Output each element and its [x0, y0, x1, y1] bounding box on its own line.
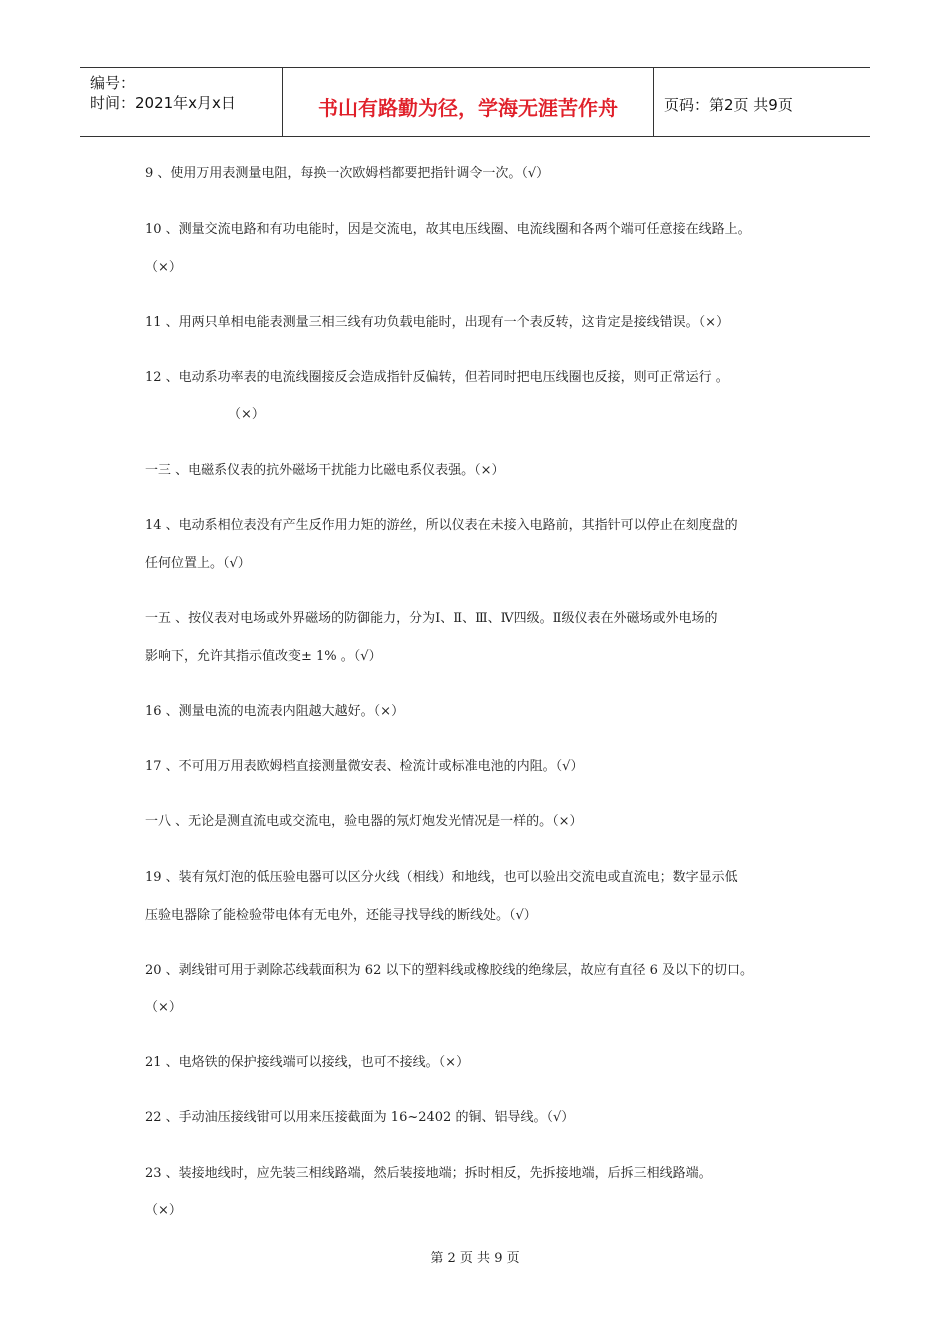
question-line: 21 、电烙铁的保护接线端可以接线，也可不接线。（×） — [145, 1055, 470, 1070]
question-line: 9 、使用万用表测量电阻，每换一次欧姆档都要把指针调令一次。（√） — [145, 166, 550, 181]
header-page-info: 页码：第2页 共9页 — [664, 96, 793, 114]
header-motto-cell — [283, 68, 654, 136]
number-label: 编号： — [90, 74, 136, 92]
question-line: 压验电器除了能检验带电体有无电外，还能寻找导线的断线处。（√） — [145, 908, 537, 923]
question-10-cont — [145, 256, 825, 275]
question-line: 影响下，允许其指示值改变± 1% 。（√） — [145, 649, 382, 664]
question-line: 一五 、按仪表对电场或外界磁场的防御能力，分为Ⅰ、Ⅱ、Ⅲ、Ⅳ四级。Ⅱ级仪表在外磁场或外电场的 — [145, 611, 718, 626]
question-19 — [145, 866, 825, 885]
question-14-cont — [145, 552, 825, 571]
question-line: 12 、电动系功率表的电流线圈接反会造成指针反偏转，但若同时把电压线圈也反接，则可正常运行 。 — [145, 370, 729, 385]
header-meta-cell — [80, 68, 283, 136]
question-17 — [145, 755, 825, 774]
question-22 — [145, 1106, 825, 1125]
question-line: 20 、剥线钳可用于剥除芯线载面积为 62 以下的塑料线或橡胶线的绝缘层，故应有直径 6 及以下的切口。 — [145, 963, 754, 978]
question-18 — [145, 810, 825, 829]
question-19-cont — [145, 904, 825, 923]
question-line: 17 、不可用万用表欧姆档直接测量微安表、检流计或标准电池的内阻。（√） — [145, 759, 584, 774]
page-header — [80, 67, 870, 137]
page-footer: 第 2 页 共 9 页 — [430, 1251, 520, 1266]
question-23 — [145, 1162, 825, 1181]
question-15-cont — [145, 645, 825, 664]
question-14 — [145, 514, 825, 533]
question-20-cont — [145, 996, 825, 1015]
question-line: （×） — [228, 407, 265, 422]
question-9 — [145, 162, 825, 181]
question-12 — [145, 366, 825, 385]
question-line: 23 、装接地线时，应先装三相线路端，然后装接地端；拆时相反，先拆接地端，后拆三相线路端。 — [145, 1166, 712, 1181]
question-line: （×） — [145, 1000, 182, 1015]
question-line: 一八 、无论是测直流电或交流电，验电器的氖灯炮发光情况是一样的。（×） — [145, 814, 583, 829]
question-12-cont — [228, 403, 628, 422]
question-16 — [145, 700, 825, 719]
question-line: 10 、测量交流电路和有功电能时，因是交流电，故其电压线圈、电流线圈和各两个端可任意接在线路上。 — [145, 222, 751, 237]
question-line: 14 、电动系相位表没有产生反作用力矩的游丝，所以仪表在未接入电路前，其指针可以停止在刻度盘的 — [145, 518, 738, 533]
time-label: 时间：2021年x月x日 — [90, 94, 236, 112]
question-13 — [145, 459, 825, 478]
question-11 — [145, 311, 825, 330]
header-page-cell — [654, 68, 870, 136]
question-line: （×） — [145, 1203, 182, 1218]
question-21 — [145, 1051, 825, 1070]
question-10 — [145, 218, 825, 237]
question-line: 任何位置上。（√） — [145, 556, 251, 571]
question-line: （×） — [145, 260, 182, 275]
question-15 — [145, 607, 825, 626]
question-23-cont — [145, 1199, 825, 1218]
question-line: 一三 、电磁系仪表的抗外磁场干扰能力比磁电系仪表强。（×） — [145, 463, 505, 478]
question-20 — [145, 959, 825, 978]
motto-text: 书山有路勤为径，学海无涯苦作舟 — [318, 96, 618, 120]
question-line: 16 、测量电流的电流表内阻越大越好。（×） — [145, 704, 405, 719]
question-line: 11 、用两只单相电能表测量三相三线有功负载电能时，出现有一个表反转，这肯定是接线错误。（×） — [145, 315, 730, 330]
question-line: 19 、装有氖灯泡的低压验电器可以区分火线（相线）和地线，也可以验出交流电或直流电；数字显示低 — [145, 870, 738, 885]
question-line: 22 、手动油压接线钳可以用来压接截面为 16~2402 的铜、铝导线。（√） — [145, 1110, 575, 1125]
